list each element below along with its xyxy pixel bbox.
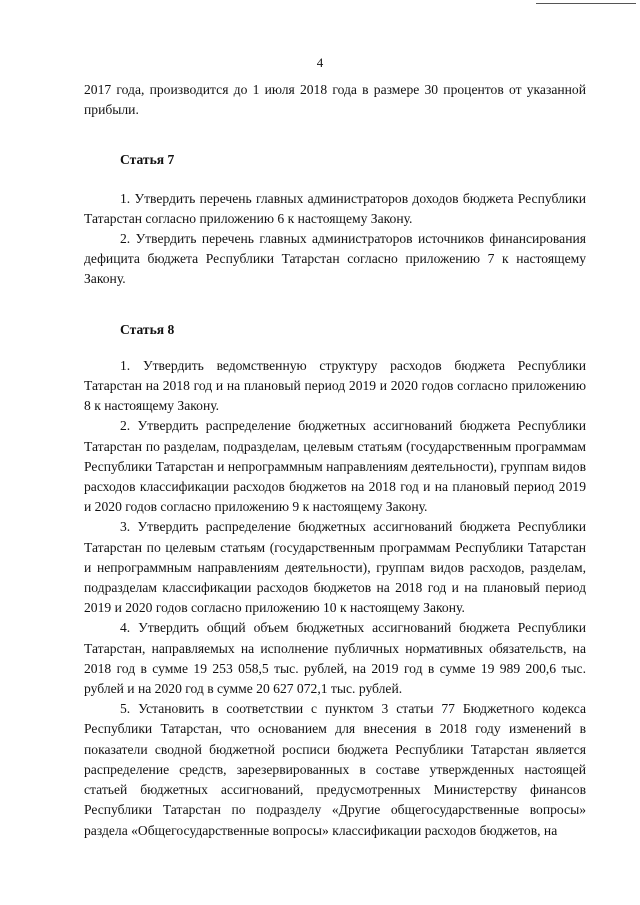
article-8-item-3: 3. Утвердить распределение бюджетных ассигнований бюджета Республики Татарстан по целевым статьям (государственным программам Республики Татарстан и непрограммным направлениям деятельности), группам видов расходов, разделам, подразделам классификации расходов бюджетов на 2018 год и на плановый период 2019 и 2020 годов согласно приложению 10 к настоящему Закону. [84,519,586,616]
article-8-heading: Статья 8 [120,321,175,337]
document-body [84,80,586,841]
article-8-item-2: 2. Утвердить распределение бюджетных ассигнований бюджета Республики Татарстан по разделам, подразделам, целевым статьям (государственным программам Республики Татарстан и непрограммным направлениям деятельности), группам видов расходов классификации расходов бюджетов на 2018 год и на плановый период 2019 и 2020 годов согласно приложению 9 к настоящему Закону. [84,418,586,515]
article-8-item-5: 5. Установить в соответствии с пунктом 3 статьи 77 Бюджетного кодекса Республики Татарстан, что основанием для внесения в 2018 году изменений в показатели сводной бюджетной росписи бюджета Республики Татарстан является распределение средств, зарезервированных в составе утвержденных настоящей статьей бюджетных ассигнований, предусмотренных Министерству финансов Республики Татарстан по подразделу «Другие общегосударственные вопросы» раздела «Общегосударственные вопросы» классификации расходов бюджетов, на [84,701,586,838]
article-8-item-1: 1. Утвердить ведомственную структуру расходов бюджета Республики Татарстан на 2018 год и на плановый период 2019 и 2020 годов согласно приложению 8 к настоящему Закону. [84,357,586,414]
article-7-item-2: 2. Утвердить перечень главных администраторов источников финансирования дефицита бюджета Республики Татарстан согласно приложению 7 к настоящему Закону. [84,231,586,287]
article-7-heading: Статья 7 [120,152,175,168]
page-number: 4 [316,55,324,70]
header-rule [536,3,636,4]
article-8-item-4: 4. Утвердить общий объем бюджетных ассигнований бюджета Республики Татарстан, направляемых на исполнение публичных нормативных обязательств, на 2018 год в сумме 19 253 058,5 тыс. рублей, на 2019 год в сумме 19 989 200,6 тыс. рублей и на 2020 год в сумме 20 627 072,1 тыс. рублей. [84,620,586,697]
continuation-paragraph: 2017 года, производится до 1 июля 2018 года в размере 30 процентов от указанной прибыли. [84,82,586,118]
article-7-item-1: 1. Утвердить перечень главных администраторов доходов бюджета Республики Татарстан согласно приложению 6 к настоящему Закону. [84,190,586,226]
